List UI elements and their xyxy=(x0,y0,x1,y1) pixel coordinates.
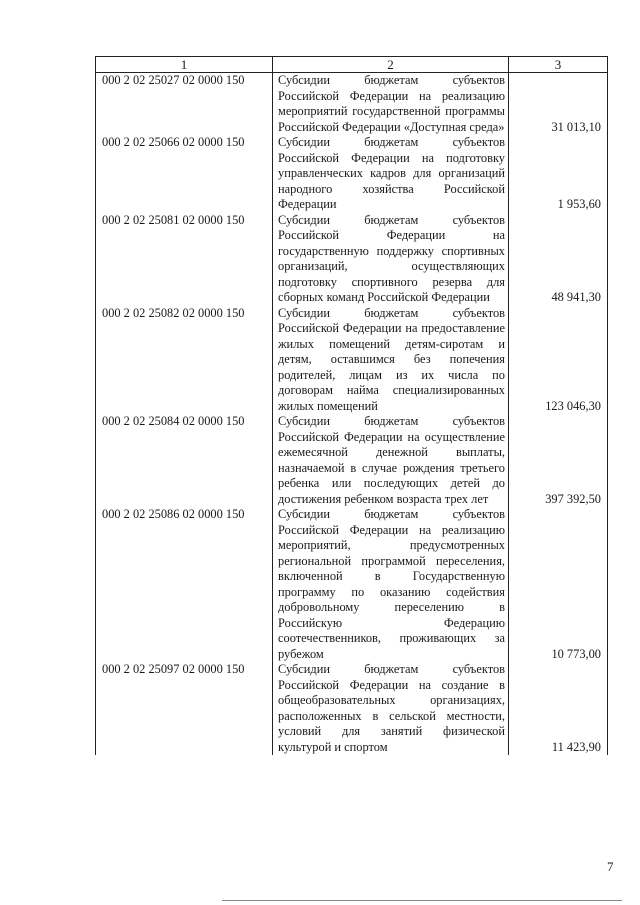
amount: 48 941,30 xyxy=(509,213,608,306)
amount: 11 423,90 xyxy=(509,662,608,755)
budget-code: 000 2 02 25084 02 0000 150 xyxy=(96,414,273,507)
amount: 31 013,10 xyxy=(509,73,608,136)
header-col-2: 2 xyxy=(273,57,509,73)
page-number: 7 xyxy=(607,859,614,874)
amount: 123 046,30 xyxy=(509,306,608,415)
amount: 1 953,60 xyxy=(509,135,608,213)
table-row xyxy=(96,414,608,507)
subsidy-table xyxy=(95,56,608,755)
budget-code: 000 2 02 25086 02 0000 150 xyxy=(96,507,273,662)
budget-code: 000 2 02 25097 02 0000 150 xyxy=(96,662,273,755)
subsidy-name: Субсидии бюджетам субъектов Российской Федерации на реализацию мероприятий государственной программы Российской Федерации «Доступная среда» xyxy=(278,73,505,134)
amount: 10 773,00 xyxy=(509,507,608,662)
footer-rule xyxy=(222,900,622,901)
subsidy-name: Субсидии бюджетам субъектов Российской Федерации на государственную поддержку спортивных организаций, осуществляющих подготовку спортивного резерва для сборных команд Российской Федерации xyxy=(278,212,505,304)
table-row xyxy=(96,306,608,415)
header-col-3: 3 xyxy=(509,57,608,73)
budget-code: 000 2 02 25027 02 0000 150 xyxy=(96,73,273,136)
subsidy-name: Субсидии бюджетам субъектов Российской Федерации на осуществление ежемесячной денежной выплаты, назначаемой в случае рождения третьего ребенка или последующих детей до достижения ребенком возраста трех лет xyxy=(278,414,505,506)
budget-code: 000 2 02 25081 02 0000 150 xyxy=(96,213,273,306)
table-header-row xyxy=(96,57,608,73)
table-row xyxy=(96,73,608,136)
budget-code: 000 2 02 25066 02 0000 150 xyxy=(96,135,273,213)
subsidy-name: Субсидии бюджетам субъектов Российской Федерации на реализацию мероприятий, предусмотренных региональной программой переселения, включенной в Государственную программу по оказанию содействия добровольному переселению в Российскую Федерацию соотечественников, проживающих за рубежом xyxy=(278,507,505,661)
amount: 397 392,50 xyxy=(509,414,608,507)
subsidy-name: Субсидии бюджетам субъектов Российской Федерации на создание в общеобразовательных организациях, расположенных в сельской местности, условий для занятий физической культурой и спортом xyxy=(278,662,505,754)
table-row xyxy=(96,662,608,755)
table-row xyxy=(96,213,608,306)
subsidy-name: Субсидии бюджетам субъектов Российской Федерации на предоставление жилых помещений детям-сиротам и детям, оставшимся без попечения родителей, лицам из их числа по договорам найма специализированных жилых помещений xyxy=(278,305,505,413)
header-col-1: 1 xyxy=(96,57,273,73)
table-row xyxy=(96,135,608,213)
budget-code: 000 2 02 25082 02 0000 150 xyxy=(96,306,273,415)
table-row xyxy=(96,507,608,662)
subsidy-name: Субсидии бюджетам субъектов Российской Федерации на подготовку управленческих кадров для организаций народного хозяйства Российской Федерации xyxy=(278,135,505,211)
